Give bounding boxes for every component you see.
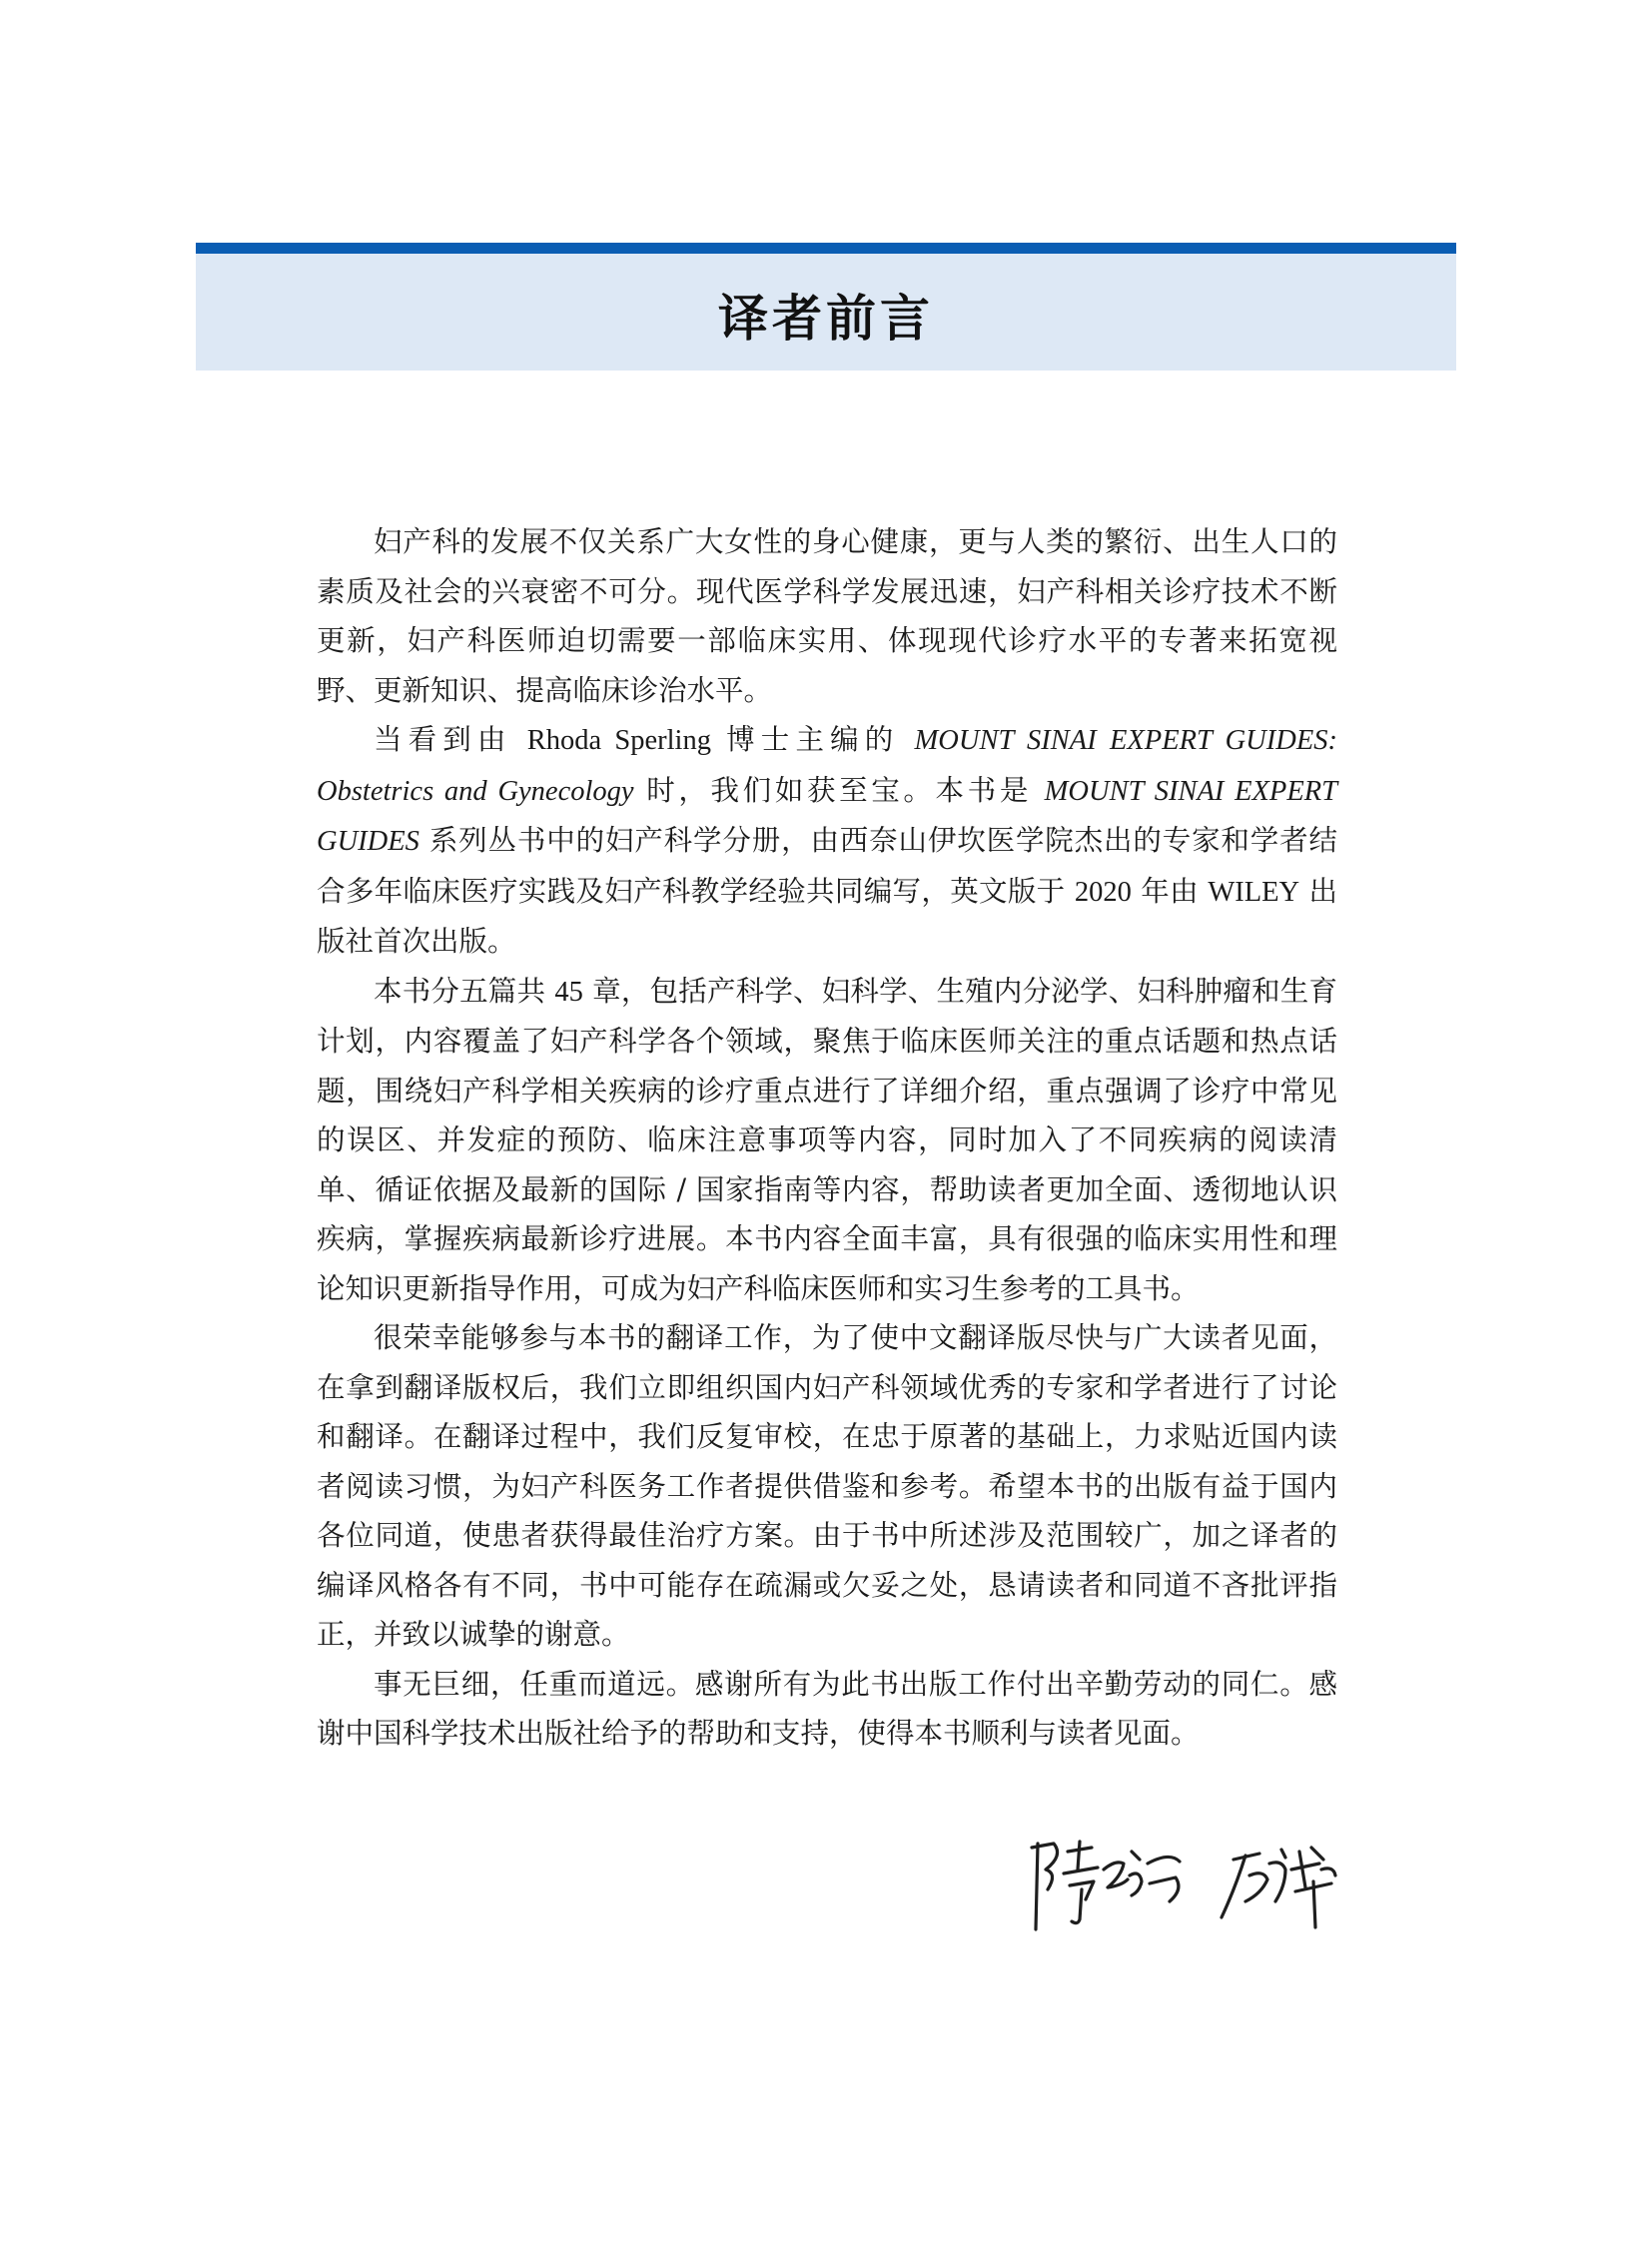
chapter-count: 45	[554, 976, 583, 1008]
paragraph-5: 事无巨细，任重而道远。感谢所有为此书出版工作付出辛勤劳动的同仁。感谢中国科学技术出版社给予的帮助和支持，使得本书顺利与读者见面。	[317, 1667, 1337, 1750]
editor-name: Rhoda Sperling	[526, 725, 711, 756]
paragraph-2-text: 博士主编的	[710, 723, 915, 756]
paragraph-3-text: 本书分五篇共	[374, 974, 555, 1008]
paragraph-2-text: 系列丛书中的妇产科学分册，由西奈山伊坎医学院杰出的专家和学者结合多年临床医疗实践及妇产科教学经验共同编写，英文版于	[317, 824, 1337, 908]
signature-2	[1222, 1848, 1335, 1927]
paragraph-2	[317, 715, 1337, 967]
paragraph-4: 很荣幸能够参与本书的翻译工作，为了使中文翻译版尽快与广大读者见面，在拿到翻译版权后，我们立即组织国内妇产科领域优秀的专家和学者进行了讨论和翻译。在翻译过程中，我们反复审校，在忠于原著的基础上，力求贴近国内读者阅读习惯，为妇产科医务工作者提供借鉴和参考。希望本书的出版有益于国内各位同道，使患者获得最佳治疗方案。由于书中所述涉及范围较广，加之译者的编译风格各有不同，书中可能存在疏漏或欠妥之处，恳请读者和同道不吝批评指正，并致以诚挚的谢意。	[317, 1321, 1337, 1651]
book-title: MOUNT SINAI EXPERT GUIDES: Obstetrics and Gynecology	[317, 725, 1337, 807]
preface-body	[317, 517, 1337, 1759]
page-title: 译者前言	[718, 288, 934, 348]
paragraph-1: 妇产科的发展不仅关系广大女性的身心健康，更与人类的繁衍、出生人口的素质及社会的兴衰密不可分。现代医学科学发展迅速，妇产科相关诊疗技术不断更新，妇产科医师迫切需要一部临床实用、体现现代诊疗水平的专著来拓宽视野、更新知识、提高临床诊治水平。	[317, 525, 1337, 707]
publication-year: 2020	[1074, 876, 1132, 908]
series-title: MOUNT SINAI EXPERT GUIDES	[317, 775, 1338, 857]
signature-1	[1032, 1842, 1180, 1929]
paragraph-2-text: 当看到由	[374, 723, 527, 756]
translator-signatures	[1024, 1830, 1363, 1934]
title-band	[196, 243, 1456, 371]
paragraph-2-text: 年由	[1131, 874, 1209, 908]
paragraph-3-text: 章，包括产科学、妇科学、生殖内分泌学、妇科肿瘤和生育计划，内容覆盖了妇产科学各个领域，聚焦于临床医师关注的重点话题和热点话题，围绕妇产科学相关疾病的诊疗重点进行了详细介绍，重点强调了诊疗中常见的误区、并发症的预防、临床注意事项等内容，同时加入了不同疾病的阅读清单、循证依据及最新的国际 / 国家指南等内容，帮助读者更加全面、透彻地认识疾病，掌握疾病最新诊疗进展。本书内容全面丰富，具有很强的临床实用性和理论知识更新指导作用，可成为妇产科临床医师和实习生参考的工具书。	[317, 974, 1338, 1305]
paragraph-2-text: 出版社首次出版。	[317, 874, 1338, 958]
paragraph-3	[317, 967, 1337, 1314]
handwritten-signatures	[1024, 1830, 1363, 1934]
paragraph-2-text: 时，我们如获至宝。本书是	[633, 773, 1045, 807]
publisher-name: WILEY	[1208, 876, 1300, 908]
